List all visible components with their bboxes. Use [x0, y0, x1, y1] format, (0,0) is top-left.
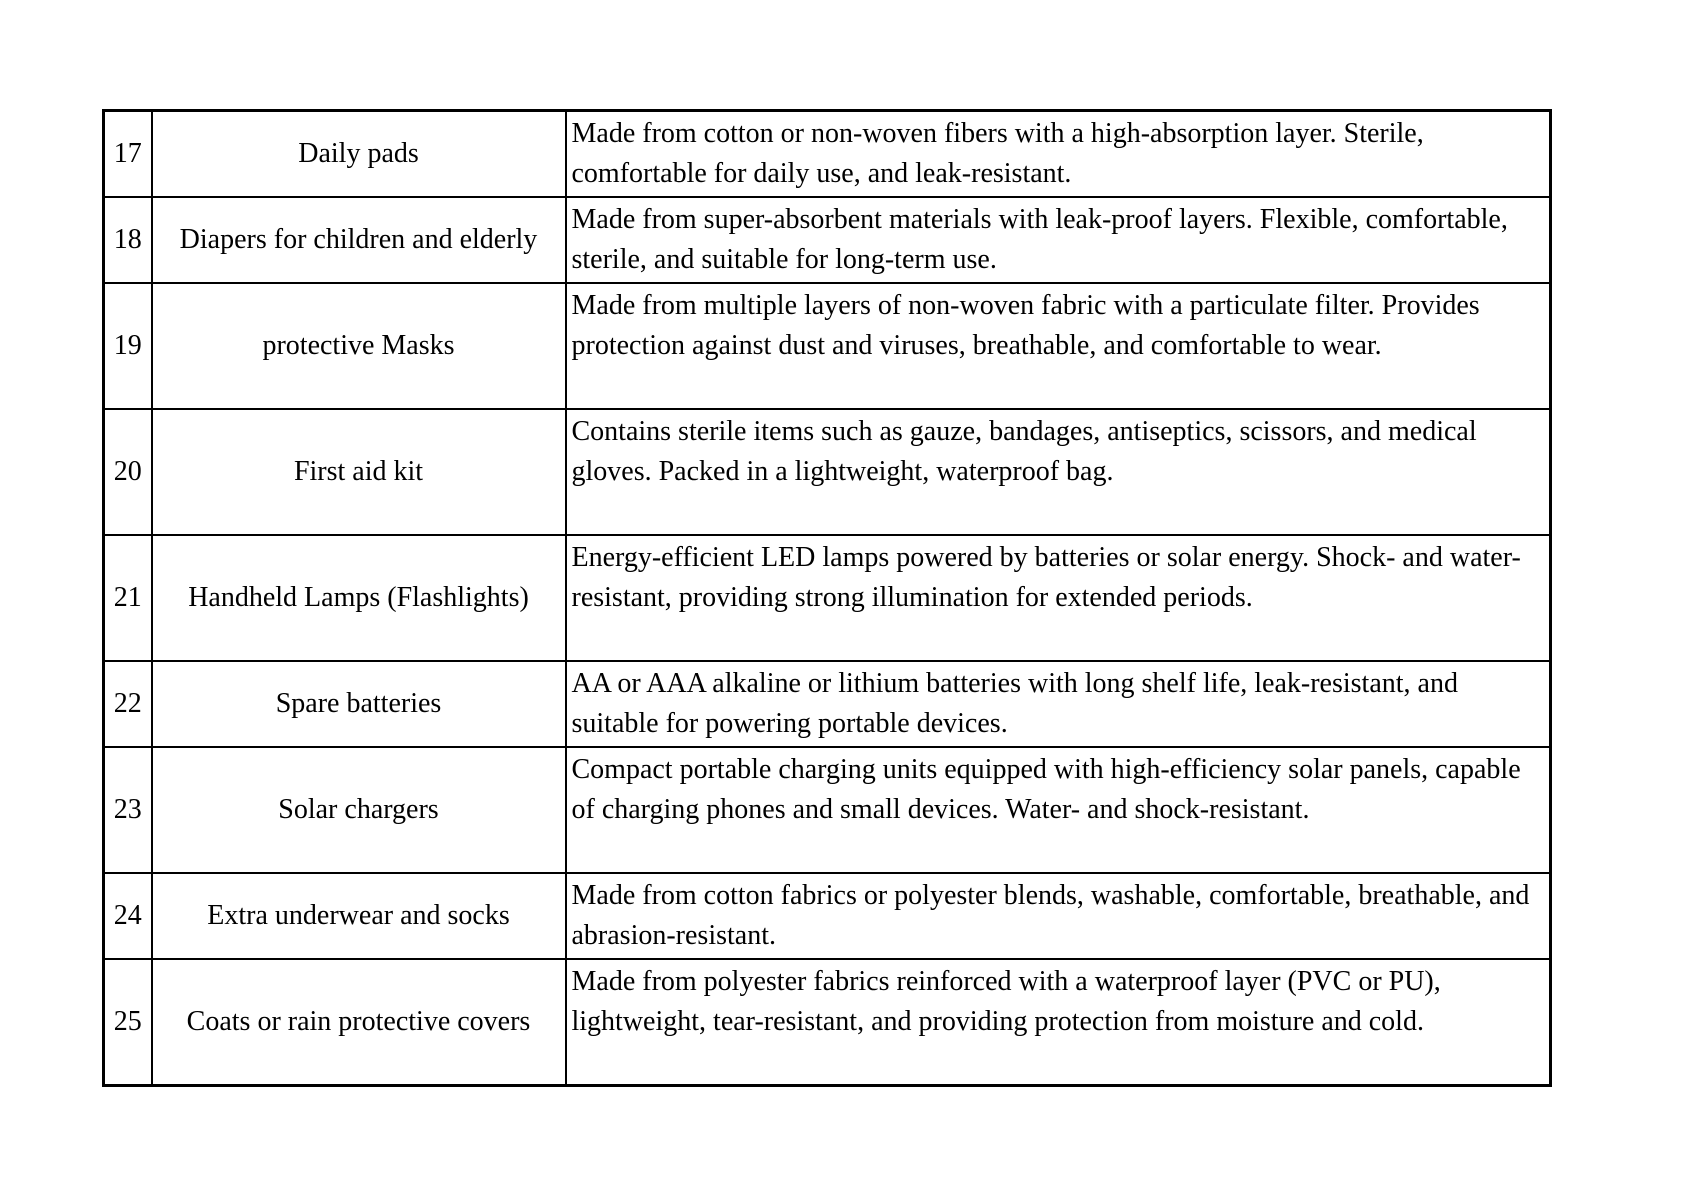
- item-name: First aid kit: [152, 409, 566, 535]
- item-description: Compact portable charging units equipped with high-efficiency solar panels, capable of charging phones and small devices. Water- and shock-resistant.: [566, 747, 1551, 873]
- table-row: [104, 747, 1551, 873]
- item-number: 24: [104, 873, 152, 959]
- items-table-body: [104, 111, 1551, 1086]
- item-name: Coats or rain protective covers: [152, 959, 566, 1085]
- table-row: [104, 959, 1551, 1085]
- item-number: 18: [104, 197, 152, 283]
- item-description: Made from super-absorbent materials with leak-proof layers. Flexible, comfortable, sterile, and suitable for long-term use.: [566, 197, 1551, 283]
- item-name: Daily pads: [152, 111, 566, 198]
- item-description: Contains sterile items such as gauze, bandages, antiseptics, scissors, and medical gloves. Packed in a lightweight, waterproof bag.: [566, 409, 1551, 535]
- item-name: protective Masks: [152, 283, 566, 409]
- item-number: 20: [104, 409, 152, 535]
- item-description: Made from cotton or non-woven fibers with a high-absorption layer. Sterile, comfortable for daily use, and leak-resistant.: [566, 111, 1551, 198]
- items-table: [102, 109, 1552, 1087]
- item-description: Made from polyester fabrics reinforced with a waterproof layer (PVC or PU), lightweight, tear-resistant, and providing protection from moisture and cold.: [566, 959, 1551, 1085]
- item-number: 19: [104, 283, 152, 409]
- table-row: [104, 409, 1551, 535]
- item-description: Made from cotton fabrics or polyester blends, washable, comfortable, breathable, and abrasion-resistant.: [566, 873, 1551, 959]
- item-number: 23: [104, 747, 152, 873]
- table-row: [104, 111, 1551, 198]
- item-name: Extra underwear and socks: [152, 873, 566, 959]
- item-name: Diapers for children and elderly: [152, 197, 566, 283]
- item-name: Handheld Lamps (Flashlights): [152, 535, 566, 661]
- item-number: 21: [104, 535, 152, 661]
- table-row: [104, 197, 1551, 283]
- table-row: [104, 283, 1551, 409]
- items-table-container: [102, 109, 1549, 1087]
- item-name: Spare batteries: [152, 661, 566, 747]
- item-description: Energy-efficient LED lamps powered by batteries or solar energy. Shock- and water-resistant, providing strong illumination for extended periods.: [566, 535, 1551, 661]
- item-number: 17: [104, 111, 152, 198]
- item-name: Solar chargers: [152, 747, 566, 873]
- table-row: [104, 873, 1551, 959]
- item-description: AA or AAA alkaline or lithium batteries with long shelf life, leak-resistant, and suitable for powering portable devices.: [566, 661, 1551, 747]
- item-description: Made from multiple layers of non-woven fabric with a particulate filter. Provides protection against dust and viruses, breathable, and comfortable to wear.: [566, 283, 1551, 409]
- table-row: [104, 535, 1551, 661]
- table-row: [104, 661, 1551, 747]
- item-number: 25: [104, 959, 152, 1085]
- item-number: 22: [104, 661, 152, 747]
